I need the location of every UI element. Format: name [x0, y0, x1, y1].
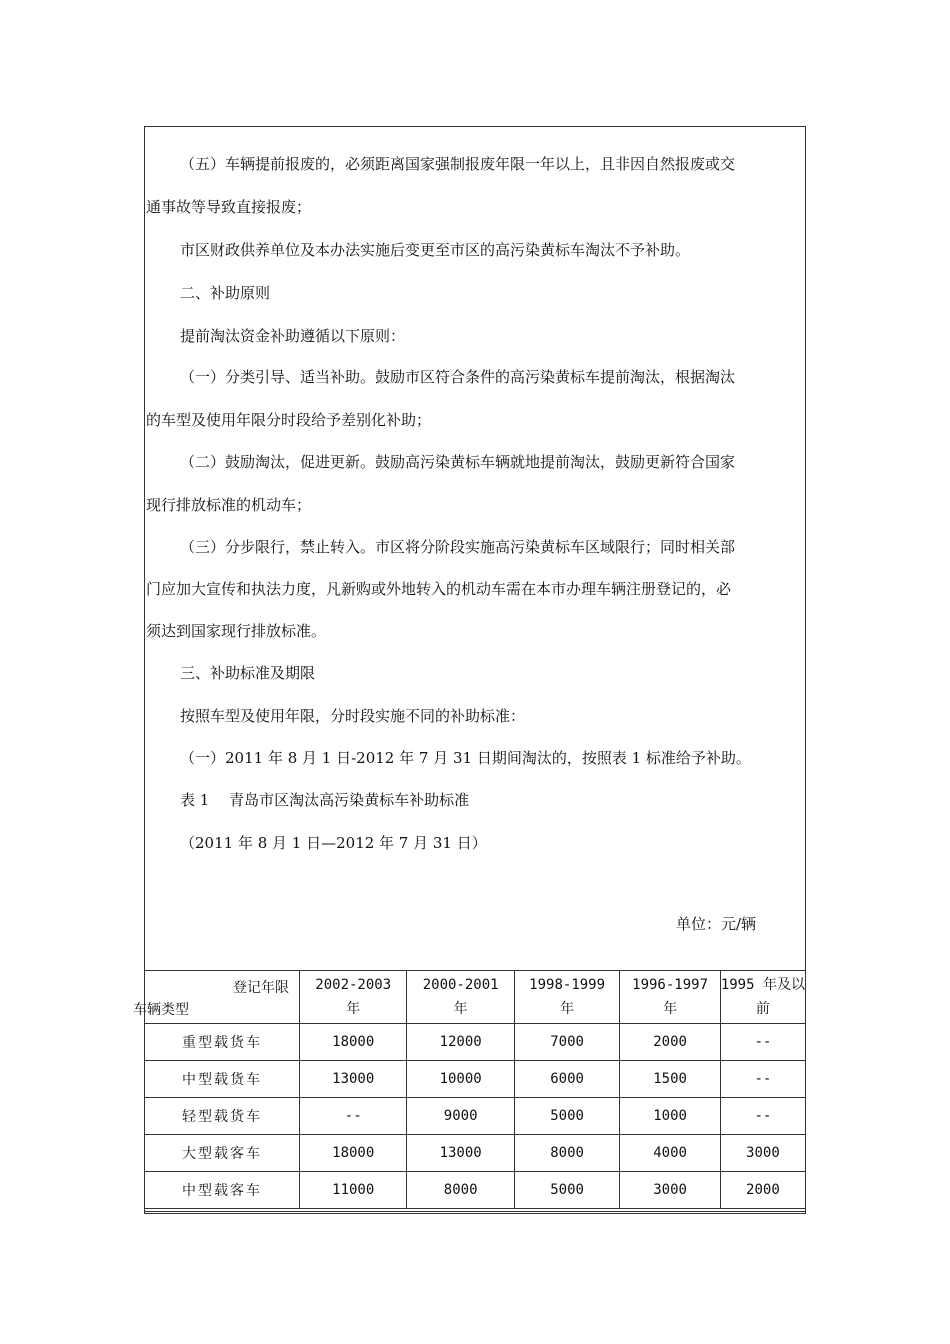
value-cell: 2000: [720, 1172, 805, 1209]
value-cell: 8000: [407, 1172, 514, 1209]
value-cell: 2000: [620, 1024, 721, 1061]
value-cell: 1000: [620, 1098, 721, 1135]
value-cell: 8000: [514, 1135, 619, 1172]
subsidy-table: [133, 970, 806, 1209]
value-cell: --: [720, 1024, 805, 1061]
heading-3: 三、补助标准及期限: [180, 664, 316, 682]
value-cell: 7000: [514, 1024, 619, 1061]
paragraph-10-line-3: 须达到国家现行排放标准。: [146, 622, 327, 640]
value-cell: 5000: [514, 1098, 619, 1135]
paragraph-7: 提前淘汰资金补助遵循以下原则：: [180, 327, 406, 345]
table-period: （2011 年 8 月 1 日—2012 年 7 月 31 日）: [180, 834, 487, 852]
paragraph-11: 按照车型及使用年限，分时段实施不同的补助标准：: [180, 707, 526, 725]
column-header: 1998-1999 年: [514, 971, 619, 1024]
column-header: 1995 年及以 前: [720, 971, 805, 1024]
value-cell: 9000: [407, 1098, 514, 1135]
value-cell: 5000: [514, 1172, 619, 1209]
unit-label: 单位：元/辆: [676, 915, 757, 933]
value-cell: 6000: [514, 1061, 619, 1098]
value-cell: 1500: [620, 1061, 721, 1098]
vehicle-type-cell: 中型载货车: [145, 1061, 300, 1098]
table-row: [145, 1098, 806, 1135]
value-cell: --: [720, 1098, 805, 1135]
paragraph-5-line-1: （五）车辆提前报废的，必须距离国家强制报废年限一年以上，且非因自然报废或交: [180, 155, 736, 173]
value-cell: 18000: [300, 1135, 407, 1172]
corner-label-type: 车辆类型: [133, 1002, 189, 1018]
table-row: [145, 1061, 806, 1098]
value-cell: --: [720, 1061, 805, 1098]
table-corner-cell: [133, 971, 300, 1024]
paragraph-8-line-2: 的车型及使用年限分时段给予差别化补助；: [146, 411, 432, 429]
value-cell: 13000: [300, 1061, 407, 1098]
vehicle-type-cell: 重型载货车: [145, 1024, 300, 1061]
vehicle-type-cell: 中型载客车: [145, 1172, 300, 1209]
paragraph-12: （一）2011 年 8 月 1 日-2012 年 7 月 31 日期间淘汰的，按照表 1 标准给予补助。: [180, 749, 751, 767]
paragraph-9-line-2: 现行排放标准的机动车；: [146, 496, 312, 514]
table-title: 表 1 青岛市区淘汰高污染黄标车补助标准: [180, 791, 470, 809]
value-cell: 4000: [620, 1135, 721, 1172]
paragraph-5-line-2: 通事故等导致直接报废；: [146, 198, 312, 216]
paragraph-6: 市区财政供养单位及本办法实施后变更至市区的高污染黄标车淘汰不予补助。: [180, 241, 691, 259]
value-cell: 13000: [407, 1135, 514, 1172]
value-cell: 10000: [407, 1061, 514, 1098]
vehicle-type-cell: 大型载客车: [145, 1135, 300, 1172]
corner-label-years: 登记年限: [233, 980, 289, 996]
column-header: 2002-2003 年: [300, 971, 407, 1024]
value-cell: 18000: [300, 1024, 407, 1061]
paragraph-10-line-2: 门应加大宣传和执法力度，凡新购或外地转入的机动车需在本市办理车辆注册登记的，必: [146, 580, 732, 598]
heading-2: 二、补助原则: [180, 284, 271, 302]
value-cell: --: [300, 1098, 407, 1135]
table-row: [145, 1024, 806, 1061]
table-header-row: [145, 971, 806, 1024]
column-header: 2000-2001 年: [407, 971, 514, 1024]
table-row: [145, 1172, 806, 1209]
column-header: 1996-1997 年: [620, 971, 721, 1024]
value-cell: 12000: [407, 1024, 514, 1061]
paragraph-8-line-1: （一）分类引导、适当补助。鼓励市区符合条件的高污染黄标车提前淘汰，根据淘汰: [180, 368, 736, 386]
paragraph-10-line-1: （三）分步限行，禁止转入。市区将分阶段实施高污染黄标车区域限行；同时相关部: [180, 538, 736, 556]
table-bottom-rule: [144, 1211, 806, 1212]
paragraph-9-line-1: （二）鼓励淘汰，促进更新。鼓励高污染黄标车辆就地提前淘汰，鼓励更新符合国家: [180, 453, 736, 471]
value-cell: 3000: [620, 1172, 721, 1209]
value-cell: 11000: [300, 1172, 407, 1209]
table-row: [145, 1135, 806, 1172]
vehicle-type-cell: 轻型载货车: [145, 1098, 300, 1135]
value-cell: 3000: [720, 1135, 805, 1172]
